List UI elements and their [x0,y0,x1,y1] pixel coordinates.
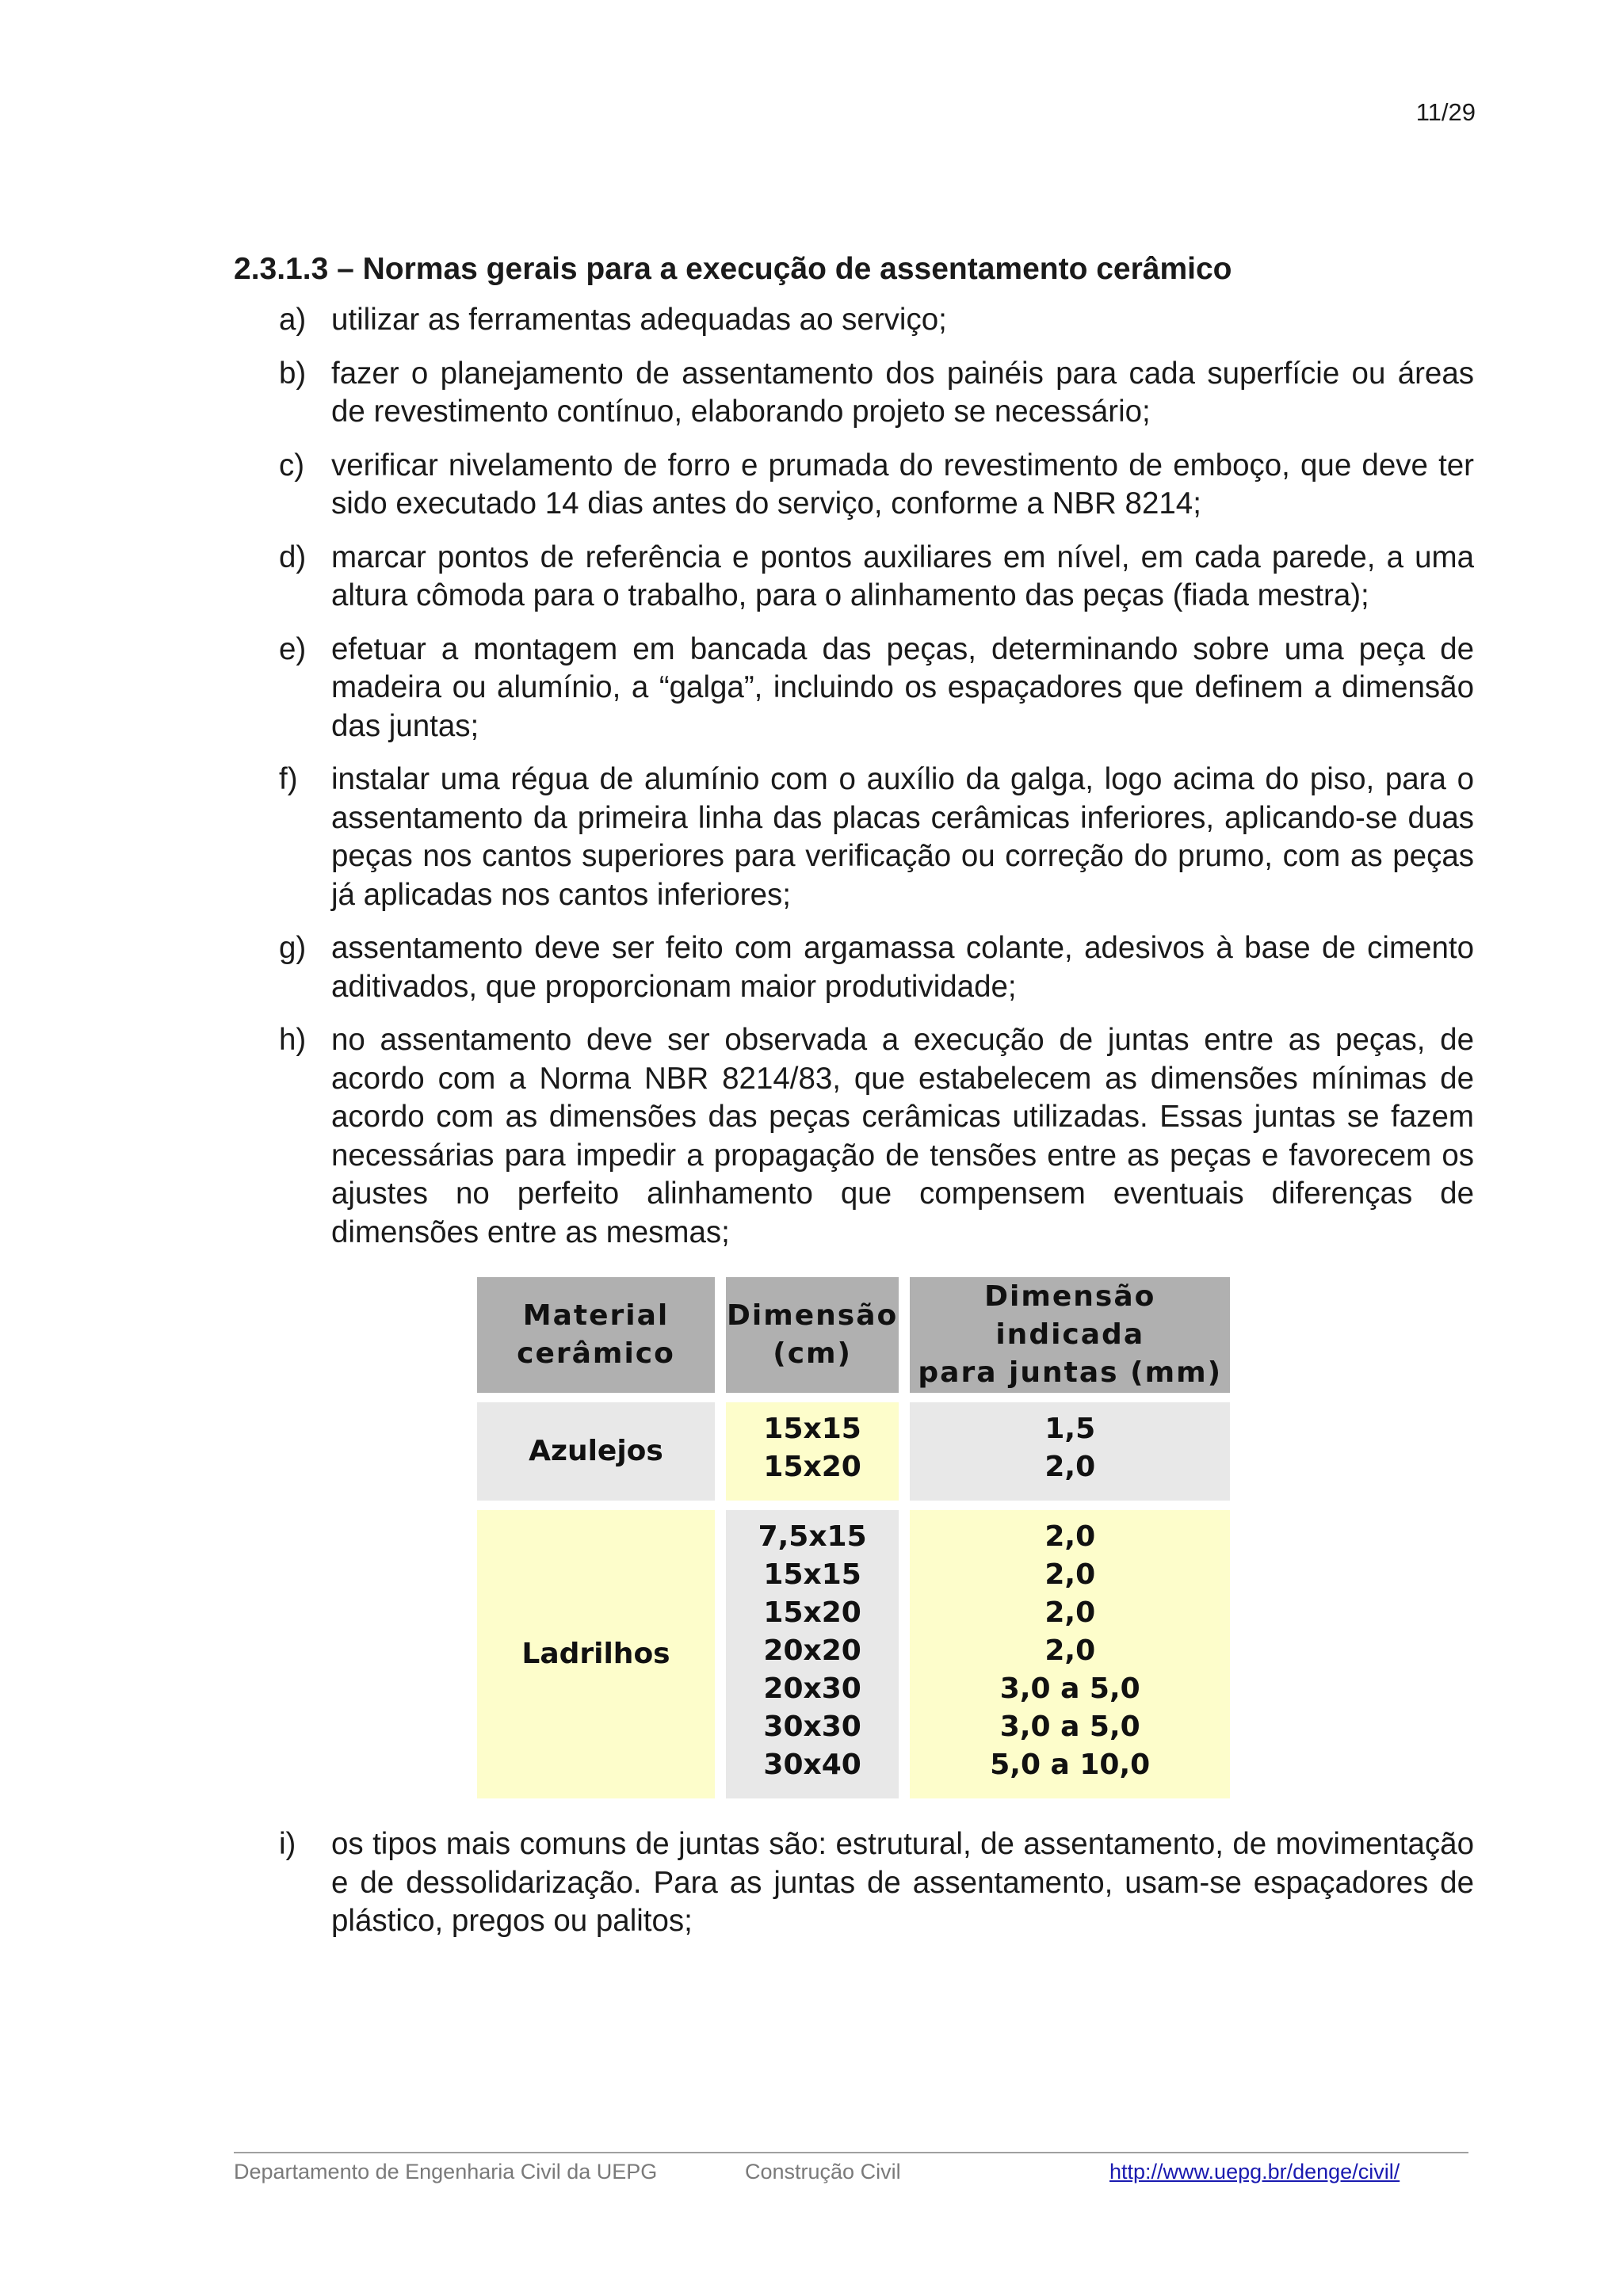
list-item [279,631,1474,746]
list-item [279,1021,1474,1252]
header-material-line: cerâmico [517,1337,675,1370]
material-cell: Ladrilhos [477,1510,715,1798]
list-item [279,929,1474,1006]
table-header-row [477,1277,1230,1393]
joint-value: 5,0 a 10,0 [990,1749,1151,1781]
item-text: marcar pontos de referência e pontos auxiliares em nível, em cada parede, a uma altura cômoda para o trabalho, para o alinhamento das peças (fiada mestra); [331,540,1474,612]
item-marker: c) [279,448,305,482]
list-item [279,761,1474,914]
dimension-value: 7,5x15 [758,1520,867,1553]
item-text: os tipos mais comuns de juntas são: estrutural, de assentamento, de movimentação e de dessolidarização. Para as juntas de assentamento, usam-se espaçadores de plástico, pregos ou palitos; [331,1827,1474,1938]
dimension-value: 15x20 [763,1451,861,1483]
joint-value: 3,0 a 5,0 [999,1672,1140,1705]
item-text: efetuar a montagem em bancada das peças, determinando sobre uma peça de madeira ou alumínio, a “galga”, incluindo os espaçadores que definem a dimensão das juntas; [331,631,1474,743]
header-joint-line: para juntas (mm) [918,1356,1223,1389]
dimension-cell [726,1510,899,1798]
item-text: verificar nivelamento de forro e prumada do revestimento de emboço, que deve ter sido executado 14 dias antes do serviço, conforme a NBR 8214; [331,448,1474,521]
dimension-value: 30x30 [763,1711,861,1743]
header-joint [910,1277,1230,1393]
header-joint-line: Dimensão indicada [984,1280,1156,1351]
item-marker: h) [279,1023,307,1057]
joint-value: 3,0 a 5,0 [999,1711,1140,1743]
header-material-line: Material [522,1299,670,1332]
header-material [477,1277,715,1393]
joint-value: 2,0 [1044,1634,1096,1667]
joint-cell [910,1510,1230,1798]
joint-dimensions-table [466,1268,1241,1808]
dimension-value: 30x40 [763,1749,861,1781]
header-dimension-line: Dimensão [727,1299,899,1332]
dimension-value: 20x30 [763,1672,861,1705]
item-text: no assentamento deve ser observada a execução de juntas entre as peças, de acordo com a Norma NBR 8214/83, que estabelecem as dimensões mínimas de acordo com as dimensões das peças cerâmicas utilizadas. Essas juntas se fazem necessárias para impedir a propagação de tensões entre as peças e favorecem os ajustes no perfeito alinhamento que compensem eventuais diferenças de dimensões entre as mesmas; [331,1023,1474,1249]
section-heading: 2.3.1.3 – Normas gerais para a execução de assentamento cerâmico [234,252,1232,286]
page-number: 11/29 [1415,98,1476,126]
dimension-value: 15x15 [763,1558,861,1591]
item-marker: d) [279,540,307,574]
joint-cell [910,1402,1230,1501]
table-container [477,1268,1474,1808]
item-marker: e) [279,631,307,666]
list-item [279,447,1474,524]
dimension-value: 15x20 [763,1596,861,1629]
list-item [279,355,1474,432]
instruction-list [279,301,1474,1956]
joint-value: 2,0 [1044,1558,1096,1591]
joint-value: 1,5 [1044,1413,1096,1445]
table-row [477,1510,1230,1798]
footer-link[interactable]: http://www.uepg.br/denge/civil/ [1109,2160,1400,2183]
list-item [279,301,1474,340]
footer-department: Departamento de Engenharia Civil da UEPG [234,2160,658,2183]
item-text: assentamento deve ser feito com argamassa colante, adesivos à base de cimento aditivados, que proporcionam maior produtividade; [331,931,1474,1004]
footer-divider [234,2152,1468,2153]
joint-value: 2,0 [1044,1451,1096,1483]
dimension-value: 15x15 [763,1413,861,1445]
dimension-cell [726,1402,899,1501]
table-row [477,1402,1230,1501]
item-marker: a) [279,303,307,337]
footer-course: Construção Civil [745,2160,901,2183]
joint-value: 2,0 [1044,1596,1096,1629]
item-marker: i) [279,1827,296,1861]
item-marker: f) [279,762,298,796]
item-marker: g) [279,931,307,965]
header-dimension-line: (cm) [773,1337,852,1370]
list-item [279,539,1474,616]
joint-value: 2,0 [1044,1520,1096,1553]
item-text: utilizar as ferramentas adequadas ao serviço; [331,303,947,337]
item-text: instalar uma régua de alumínio com o auxílio da galga, logo acima do piso, para o assentamento da primeira linha das placas cerâmicas inferiores, aplicando-se duas peças nos cantos superiores para verificação ou correção do prumo, com as peças já aplicadas nos cantos inferiores; [331,762,1474,912]
item-text: fazer o planejamento de assentamento dos painéis para cada superfície ou áreas de revestimento contínuo, elaborando projeto se necessário; [331,356,1474,429]
material-cell: Azulejos [477,1402,715,1501]
item-marker: b) [279,356,307,391]
header-dimension [726,1277,899,1393]
dimension-value: 20x20 [763,1634,861,1667]
list-item [279,1825,1474,1941]
